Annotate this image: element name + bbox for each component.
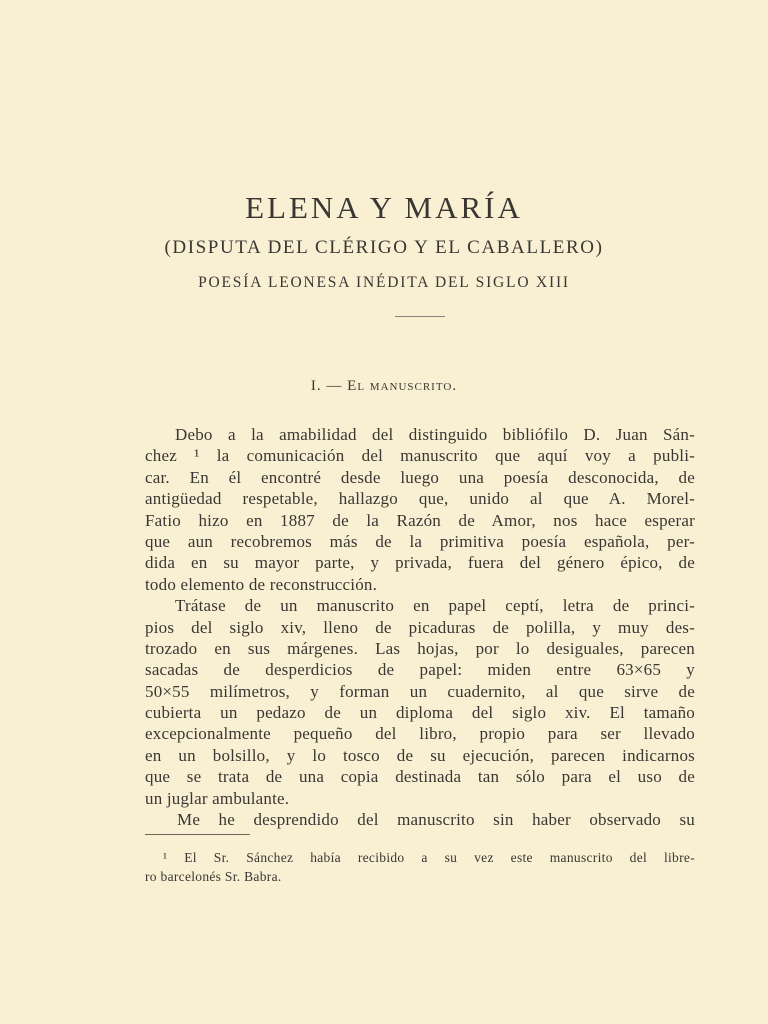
footnote-line: ¹ El Sr. Sánchez había recibido a su vez este manuscrito del libre- — [163, 850, 695, 865]
body-line: que se trata de una copia destinada tan sólo para el uso de — [145, 767, 695, 787]
body-line: Me he desprendido del manuscrito sin haber observado su — [177, 810, 695, 830]
section-heading: I. — El manuscrito. — [310, 378, 458, 394]
body-line: Fatio hizo en 1887 de la Razón de Amor, nos hace esperar — [145, 510, 695, 530]
body-line: Trátase de un manuscrito en papel ceptí, letra de princi- — [175, 596, 695, 616]
body-line: cubierta un pedazo de un diploma del siglo xiv. El tamaño — [145, 703, 695, 723]
page-subsubtitle: POESÍA LEONESA INÉDITA DEL SIGLO XIII — [198, 274, 570, 291]
body-line: 50×55 milímetros, y forman un cuadernito, al que sirve de — [145, 681, 695, 701]
footnote — [145, 848, 695, 886]
body-line: antigüedad respetable, hallazgo que, unido al que A. Morel- — [145, 489, 695, 509]
page-title: ELENA Y MARÍA — [245, 190, 523, 225]
title-divider — [395, 316, 445, 317]
body-line: que aun recobremos más de la primitiva poesía española, per- — [145, 531, 695, 551]
body-line: Debo a la amabilidad del distinguido bibliófilo D. Juan Sán- — [175, 425, 695, 444]
page-subtitle: (DISPUTA DEL CLÉRIGO Y EL CABALLERO) — [164, 237, 604, 258]
footnote-divider — [145, 834, 250, 835]
body-line: sacadas de desperdicios de papel: miden entre 63×65 y — [145, 660, 695, 680]
body-text — [145, 424, 695, 830]
body-line: un juglar ambulante. — [145, 788, 290, 808]
body-line: todo elemento de reconstrucción. — [145, 574, 378, 594]
body-line: trozado en sus márgenes. Las hojas, por lo desiguales, parecen — [145, 638, 695, 658]
body-line: en un bolsillo, y lo tosco de su ejecución, parecen indicarnos — [145, 745, 695, 765]
body-line: car. En él encontré desde luego una poesía desconocida, de — [145, 467, 695, 487]
footnote-line: ro barcelonés Sr. Babra. — [145, 869, 282, 884]
body-line: dida en su mayor parte, y privada, fuera del género épico, de — [145, 553, 695, 573]
body-line: chez ¹ la comunicación del manuscrito que aquí voy a publi- — [145, 446, 695, 466]
body-line: excepcionalmente pequeño del libro, propio para ser llevado — [145, 724, 695, 744]
body-line: pios del siglo xiv, lleno de picaduras de polilla, y muy des- — [145, 617, 695, 637]
